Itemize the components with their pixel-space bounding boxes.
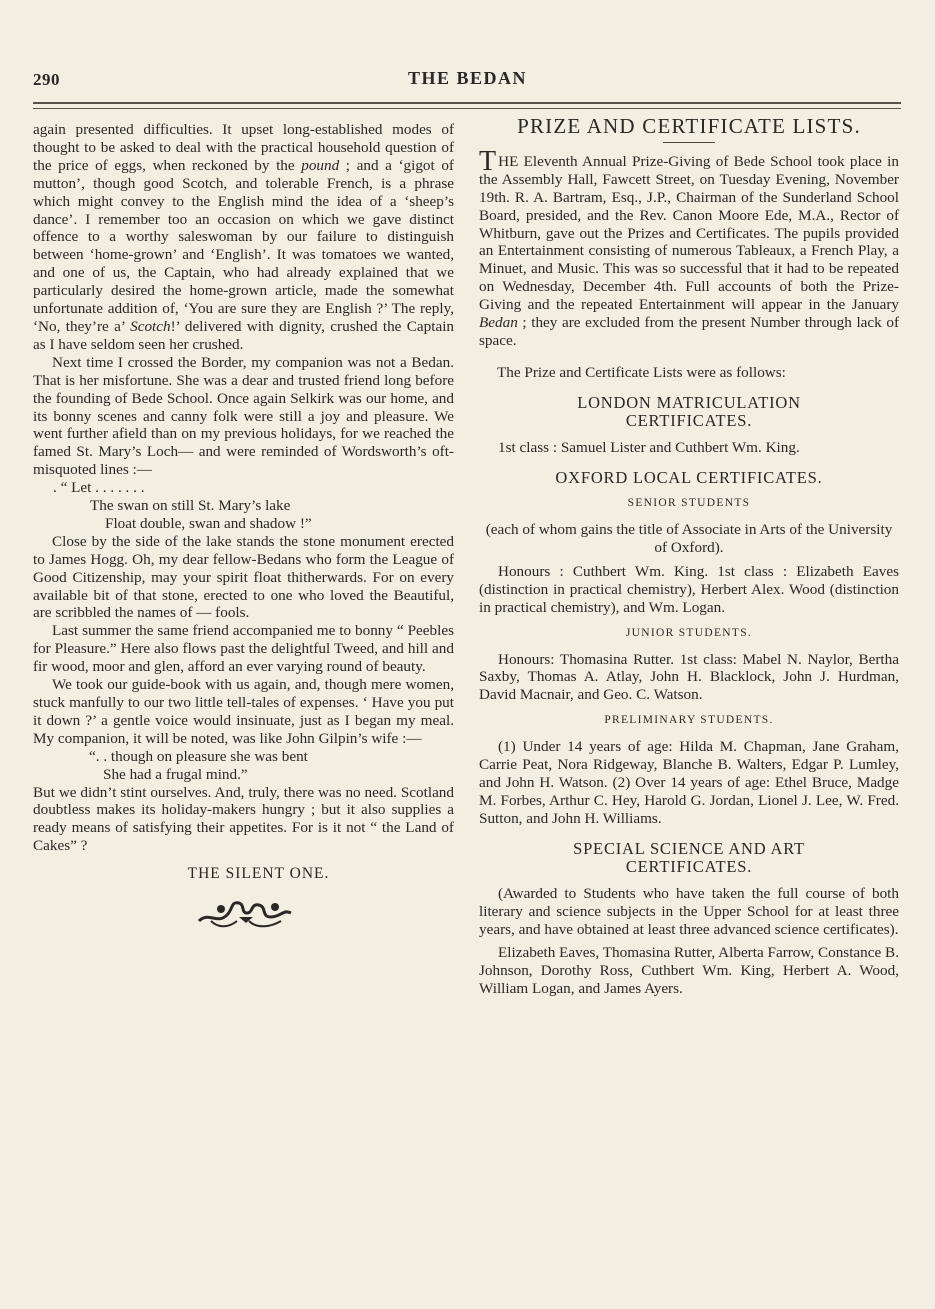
junior-heading: JUNIOR STUDENTS. — [625, 626, 753, 639]
prelim-text: (1) Under 14 years of age: Hilda M. Chapman, Jane Graham, Carrie Peat, Nora Ridgeway, Blanche B. Walters, Edgar P. Lumley, and John H. Watson. (2) Over 14 years of age: Ethel Bruce, Madge M. Forbes, Arthur C. Hey, Harold G. Jordan, Lionel J. Lee, W. Fred. Sutton, and John H. Williams. — [479, 738, 899, 827]
verse-quote — [33, 479, 454, 533]
ornament-icon — [191, 891, 301, 931]
paragraph: Close by the side of the lake stands the stone monument erected to James Hogg. Oh, my dear fellow-Bedans who form the League of Good Citizenship, may your spirit float thitherwards. For on every available bit of that stone, erected to one who loved the Beautiful, are scribbled the names of — fools. — [33, 532, 454, 622]
paragraph: We took our guide-book with us again, and, though mere women, stuck manfully to our two little tell-tales of expenses. ‘ Have you put it down ?’ a gentle voice would insinuate, just as I began my meal. My companion, it will be noted, was like John Gilpin’s wife :— — [33, 676, 454, 747]
senior-text: Honours : Cuthbert Wm. King. 1st class : Elizabeth Eaves (distinction in practical chemistry), Herbert Alex. Wood (distinction in practical chemistry), and Wm. Logan. — [479, 562, 899, 616]
signature: THE SILENT ONE. — [187, 865, 330, 883]
right-column — [479, 114, 900, 998]
verse-line: She had a frugal mind.” — [103, 765, 248, 783]
italic-word: pound — [301, 156, 340, 174]
london-text: 1st class : Samuel Lister and Cuthbert Wm. King. — [498, 438, 800, 456]
header-rule-thick — [33, 102, 901, 104]
italic-word: Scotch — [130, 317, 171, 335]
special-note: (Awarded to Students who have taken the full course of both literary and science subjects in the Upper School for at least three years, and have obtained at least three advanced science certificates). — [479, 884, 899, 938]
paragraph: Next time I crossed the Border, my companion was not a Bedan. That is her misfortune. She was a dear and trusted friend long before the founding of Bede School. Once again Selkirk was our home, and its bonny scenes and canny folk were still a joy and pleasure. We went further afield than on my previous holidays, for we reached the famed St. Mary’s Loch— and were reminded of Wordsworth’s oft-misquoted lines :— — [33, 353, 454, 479]
lists-intro: The Prize and Certificate Lists were as follows: — [497, 363, 786, 381]
title-rule — [663, 142, 715, 143]
header-rule-thin — [33, 108, 901, 109]
london-heading: LONDON MATRICULATION CERTIFICATES. — [577, 392, 801, 431]
prelim-heading: PRELIMINARY STUDENTS. — [604, 714, 774, 727]
italic-word: Bedan — [479, 314, 518, 332]
paragraph: Last summer the same friend accompanied me to bonny “ Peebles for Pleasure.” Here also flows past the delightful Tweed, and hill and fir wood, moor and glen, afford an ever varying round of beauty. — [33, 622, 454, 676]
senior-note: (each of whom gains the title of Associate in Arts of the University of Oxford). — [485, 521, 893, 556]
verse-line: “. . though on pleasure she was bent — [89, 747, 308, 765]
text-run: ; they are excluded from the present Number through lack of space. — [479, 314, 900, 349]
drop-cap: T — [479, 145, 497, 177]
page-number: 290 — [33, 70, 60, 89]
oxford-heading: OXFORD LOCAL CERTIFICATES. — [555, 467, 823, 487]
verse-line: Float double, swan and shadow !” — [105, 514, 312, 532]
text-run: ; and a ‘gigot of mutton’, though good Scotch, and tolerable French, is a phrase which might convey to the English mind the idea of a ‘sheep’s dance’. I remember too an occasion on which we gave distinct offence to a worthy saleswoman by our failure to distinguish between ‘home-grown’ and ‘English’. It was tomatoes we wanted, and one of us, the Captain, who had already explained that we particularly desired the home-grown article, made the somewhat unfortunate addition of, ‘You are sure they are English ?’ The reply, ‘No, they’re a’ — [33, 156, 454, 335]
junior-text: Honours: Thomasina Rutter. 1st class: Mabel N. Naylor, Bertha Saxby, Thomas A. Atlay, John H. Blacklock, John J. Hurdman, David Macnair, and Geo. C. Watson. — [479, 650, 899, 704]
intro-paragraph — [479, 145, 900, 350]
running-title: THE BEDAN — [407, 68, 528, 88]
left-column — [33, 121, 454, 936]
verse-line: . “ Let . . . . . . . — [53, 479, 145, 497]
special-text: Elizabeth Eaves, Thomasina Rutter, Alberta Farrow, Constance B. Johnson, Dorothy Ross, Cuthbert Wm. King, Herbert A. Wood, William Logan, and James Ayers. — [479, 944, 899, 998]
verse-line: The swan on still St. Mary’s lake — [90, 497, 291, 515]
paragraph — [33, 121, 454, 354]
page-header — [0, 66, 935, 96]
text-run: HE Eleventh Annual Prize-Giving of Bede School took place in the Assembly Hall, Fawcett Street, on Tuesday Evening, November 19th. R. A. Bartram, Esq., J.P., Chairman of the Sunderland School Board, presided, and the Rev. Canon Moore Ede, M.A., Rector of Whitburn, gave out the Prizes and Certificates. The pupils provided an Entertainment consisting of numerous Tableaux, a French Play, a Minuet, and Music. This was so successful that it had to be repeated on Wednesday, December 4th. Full accounts of both the Prize-Giving and the repeated Entertainment will appear in the January — [479, 152, 899, 314]
text-run: !’ delivered with dignity, crushed the Captain as I have seldom seen her crushed. — [33, 317, 455, 353]
special-heading: SPECIAL SCIENCE AND ART CERTIFICATES. — [573, 838, 805, 877]
verse-quote — [33, 748, 454, 784]
paragraph: But we didn’t stint ourselves. And, truly, there was no need. Scotland doubtless makes its holiday-makers hungry ; but it also supplies a ready means of satisfying their appetites. For is it not “ the Land of Cakes” ? — [33, 783, 454, 855]
section-title: PRIZE AND CERTIFICATE LISTS. — [517, 114, 861, 138]
text-run: again presented difficulties. It upset long-established modes of thought to be asked to deal with the practical household question of the price of eggs, when reckoned by the — [33, 121, 454, 174]
senior-heading: SENIOR STUDENTS — [627, 497, 751, 510]
